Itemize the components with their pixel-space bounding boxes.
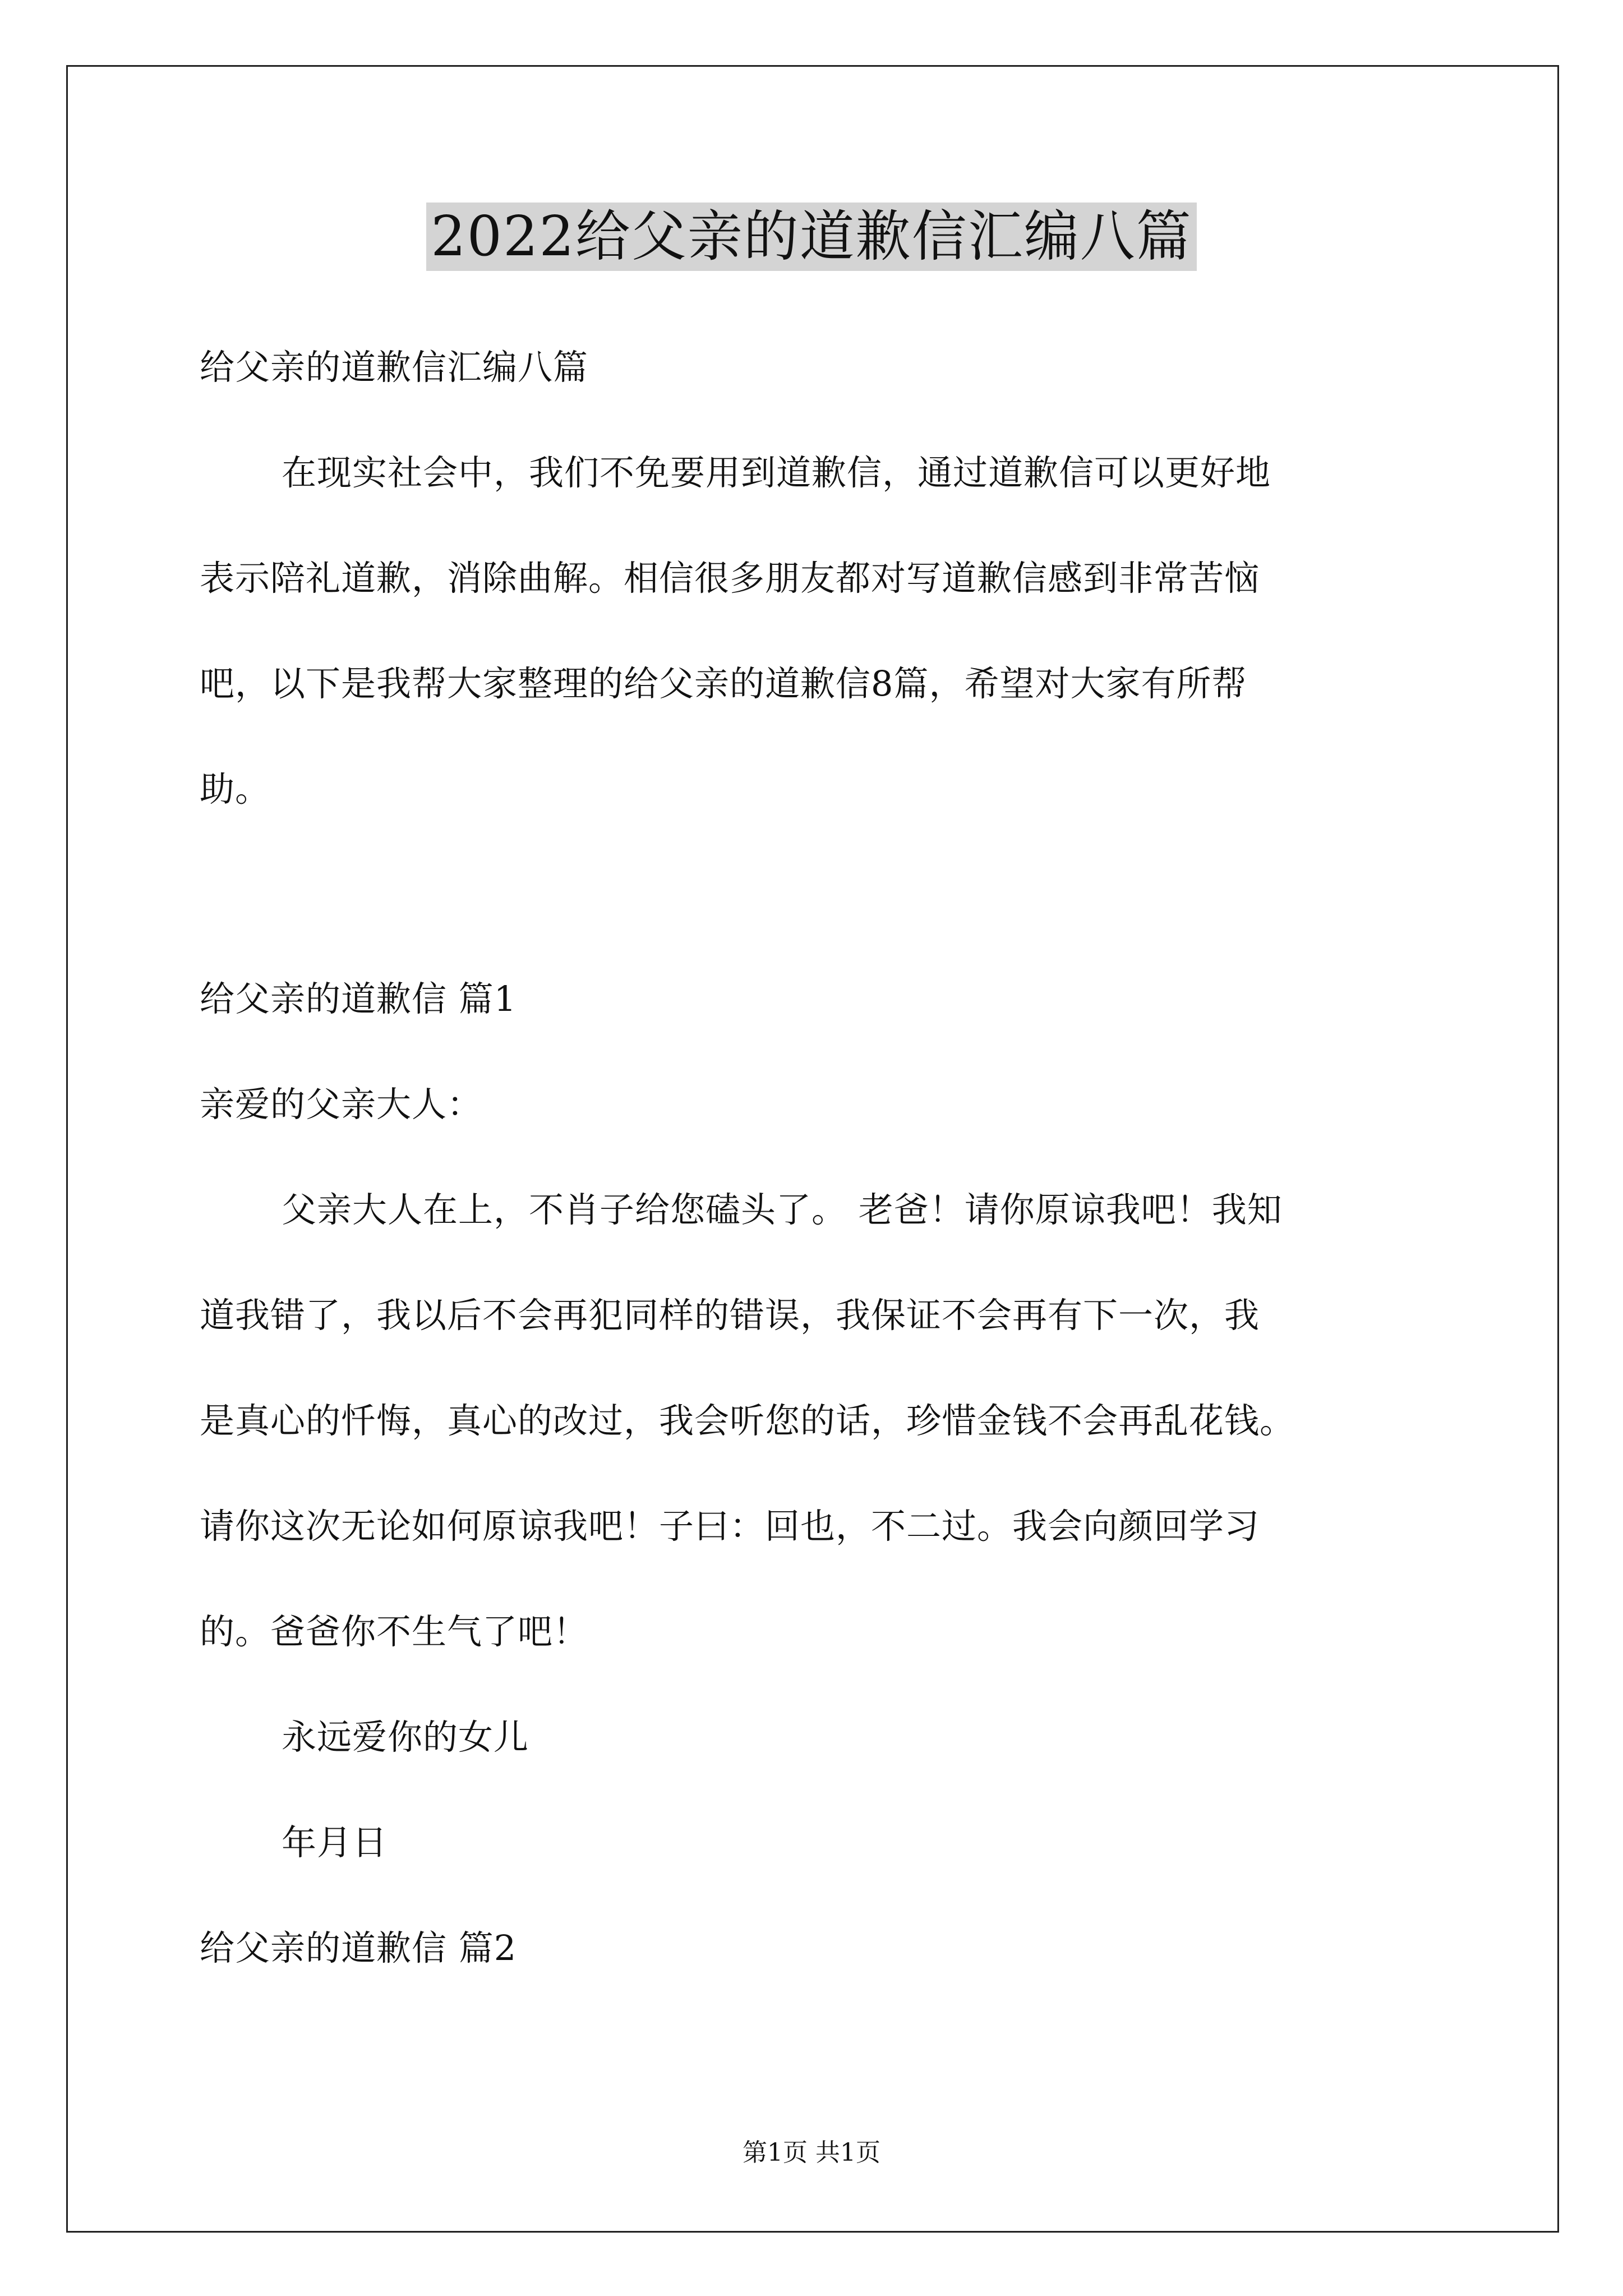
document-body — [200, 342, 1447, 1973]
document-title — [0, 197, 1623, 276]
signature: 永远爱你的女儿 — [282, 1717, 529, 1757]
salutation: 亲爱的父亲大人： — [200, 1084, 483, 1125]
intro-paragraph — [200, 448, 1447, 815]
letter-line: 是真心的忏悔，真心的改过，我会听您的话，珍惜金钱不会再乱花钱。 — [200, 1400, 1295, 1441]
letter-line: 父亲大人在上，不肖子给您磕头了。 老爸！请你原谅我吧！我知 — [282, 1189, 1283, 1230]
intro-line: 表示陪礼道歉，消除曲解。相信很多朋友都对写道歉信感到非常苦恼 — [200, 558, 1260, 599]
section-heading-1: 给父亲的道歉信 篇1 — [200, 978, 517, 1019]
section-heading-2: 给父亲的道歉信 篇2 — [200, 1927, 517, 1968]
page-footer: 第1页 共1页 — [743, 2138, 880, 2167]
subtitle: 给父亲的道歉信汇编八篇 — [200, 347, 589, 388]
date-line: 年月日 — [282, 1822, 388, 1863]
intro-line: 在现实社会中，我们不免要用到道歉信，通过道歉信可以更好地 — [282, 452, 1271, 493]
intro-line: 吧，以下是我帮大家整理的给父亲的道歉信8篇，希望对大家有所帮 — [200, 663, 1247, 704]
letter-line: 的。爸爸你不生气了吧！ — [200, 1611, 589, 1652]
letter-line: 请你这次无论如何原谅我吧！子曰：回也，不二过。我会向颜回学习 — [200, 1506, 1260, 1547]
intro-line: 助。 — [200, 769, 271, 809]
letter-line: 道我错了，我以后不会再犯同样的错误，我保证不会再有下一次，我 — [200, 1295, 1260, 1336]
letter-paragraph — [200, 1185, 1447, 1657]
document-title-text: 2022给父亲的道歉信汇编八篇 — [426, 203, 1196, 271]
